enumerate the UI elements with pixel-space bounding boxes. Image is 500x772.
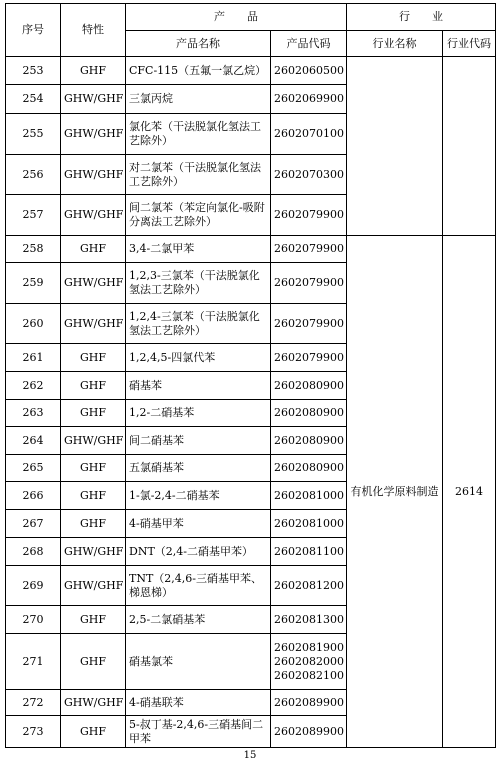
- row-product-code: 2602060500: [271, 57, 347, 85]
- industry-code-empty: [443, 57, 496, 236]
- row-product-code: 2602080900: [271, 400, 347, 427]
- row-product-name: 1,2,3-三氯苯（干法脱氯化氢法工艺除外）: [126, 263, 271, 304]
- row-no: 266: [6, 482, 61, 510]
- row-no: 259: [6, 263, 61, 304]
- row-no: 255: [6, 114, 61, 155]
- row-feature: GHW/GHF: [61, 263, 126, 304]
- header-industry-name: 行业名称: [347, 31, 443, 57]
- row-product-code: 2602079900: [271, 236, 347, 263]
- industry-name-empty: [347, 57, 443, 236]
- row-product-code: 2602081000: [271, 510, 347, 538]
- row-product-code: 2602069900: [271, 85, 347, 114]
- row-feature: GHW/GHF: [61, 195, 126, 236]
- row-no: 254: [6, 85, 61, 114]
- row-product-name: 3,4-二氯甲苯: [126, 236, 271, 263]
- row-feature: GHF: [61, 236, 126, 263]
- header-feature: 特性: [61, 4, 126, 57]
- row-product-code: 2602081300: [271, 606, 347, 634]
- row-product-name: 五氯硝基苯: [126, 455, 271, 482]
- row-feature: GHW/GHF: [61, 114, 126, 155]
- row-product-code: 2602081200: [271, 566, 347, 606]
- header-product-group: 产 品: [126, 4, 347, 31]
- row-product-name: 1,2,4-三氯苯（干法脱氯化氢法工艺除外）: [126, 304, 271, 344]
- row-product-name: 间二硝基苯: [126, 427, 271, 455]
- row-no: 257: [6, 195, 61, 236]
- row-product-name: 氯化苯（干法脱氯化氢法工艺除外）: [126, 114, 271, 155]
- row-feature: GHW/GHF: [61, 427, 126, 455]
- row-no: 272: [6, 690, 61, 716]
- row-product-name: 1,2-二硝基苯: [126, 400, 271, 427]
- row-feature: GHW/GHF: [61, 85, 126, 114]
- row-no: 269: [6, 566, 61, 606]
- table-row: [6, 236, 496, 263]
- row-feature: GHW/GHF: [61, 155, 126, 195]
- row-feature: GHF: [61, 455, 126, 482]
- table-row: [6, 57, 496, 85]
- row-product-code: 2602089900: [271, 716, 347, 748]
- row-feature: GHF: [61, 372, 126, 400]
- row-product-name: 5-叔丁基-2,4,6-三硝基间二甲苯: [126, 716, 271, 748]
- row-feature: GHF: [61, 482, 126, 510]
- row-feature: GHF: [61, 344, 126, 372]
- row-no: 263: [6, 400, 61, 427]
- row-product-name: 硝基苯: [126, 372, 271, 400]
- row-product-code: 2602070100: [271, 114, 347, 155]
- row-no: 271: [6, 634, 61, 690]
- row-feature: GHF: [61, 57, 126, 85]
- row-product-name: TNT（2,4,6-三硝基甲苯、梯恩梯）: [126, 566, 271, 606]
- row-product-code: 2602080900: [271, 372, 347, 400]
- row-product-name: 三氯丙烷: [126, 85, 271, 114]
- row-product-code: 2602089900: [271, 690, 347, 716]
- row-no: 262: [6, 372, 61, 400]
- row-product-name: 4-硝基甲苯: [126, 510, 271, 538]
- row-feature: GHW/GHF: [61, 566, 126, 606]
- row-product-code: 2602081100: [271, 538, 347, 566]
- row-product-name: 1-氯-2,4-二硝基苯: [126, 482, 271, 510]
- row-no: 256: [6, 155, 61, 195]
- header-industry-group: 行 业: [347, 4, 496, 31]
- row-feature: GHF: [61, 634, 126, 690]
- row-no: 253: [6, 57, 61, 85]
- row-product-name: DNT（2,4-二硝基甲苯）: [126, 538, 271, 566]
- row-product-name: 1,2,4,5-四氯代苯: [126, 344, 271, 372]
- row-product-code-3: 2602082100: [274, 668, 344, 682]
- header-no: 序号: [6, 4, 61, 57]
- row-product-name: 间二氯苯（苯定向氯化-吸附分离法工艺除外）: [126, 195, 271, 236]
- row-product-codes: [271, 634, 347, 690]
- row-product-code: 2602079900: [271, 195, 347, 236]
- row-no: 265: [6, 455, 61, 482]
- row-product-name: 对二氯苯（干法脱氯化氢法工艺除外）: [126, 155, 271, 195]
- row-no: 260: [6, 304, 61, 344]
- industry-code: 2614: [443, 236, 496, 748]
- row-no: 264: [6, 427, 61, 455]
- row-feature: GHF: [61, 716, 126, 748]
- row-product-code: 2602080900: [271, 427, 347, 455]
- row-feature: GHW/GHF: [61, 538, 126, 566]
- header-industry-code: 行业代码: [443, 31, 496, 57]
- row-product-code-1: 2602081900: [274, 640, 344, 654]
- row-no: 273: [6, 716, 61, 748]
- row-no: 268: [6, 538, 61, 566]
- header-product-code: 产品代码: [271, 31, 347, 57]
- header-row-1: [6, 4, 496, 31]
- row-feature: GHW/GHF: [61, 690, 126, 716]
- industry-name: 有机化学原料制造: [347, 236, 443, 748]
- row-product-code: 2602079900: [271, 344, 347, 372]
- row-product-code: 2602079900: [271, 304, 347, 344]
- row-feature: GHW/GHF: [61, 304, 126, 344]
- row-product-code: 2602080900: [271, 455, 347, 482]
- row-feature: GHF: [61, 606, 126, 634]
- row-product-name: 硝基氯苯: [126, 634, 271, 690]
- row-no: 261: [6, 344, 61, 372]
- row-product-name: 2,5-二氯硝基苯: [126, 606, 271, 634]
- page-number: 15: [243, 750, 257, 761]
- row-product-code: 2602079900: [271, 263, 347, 304]
- row-product-name: CFC-115（五氟一氯乙烷）: [126, 57, 271, 85]
- header-product-name: 产品名称: [126, 31, 271, 57]
- row-feature: GHF: [61, 510, 126, 538]
- row-product-code: 2602070300: [271, 155, 347, 195]
- row-feature: GHF: [61, 400, 126, 427]
- row-no: 270: [6, 606, 61, 634]
- row-no: 267: [6, 510, 61, 538]
- product-industry-table: [5, 3, 496, 748]
- row-no: 258: [6, 236, 61, 263]
- row-product-name: 4-硝基联苯: [126, 690, 271, 716]
- row-product-code-2: 2602082000: [274, 654, 344, 668]
- row-product-code: 2602081000: [271, 482, 347, 510]
